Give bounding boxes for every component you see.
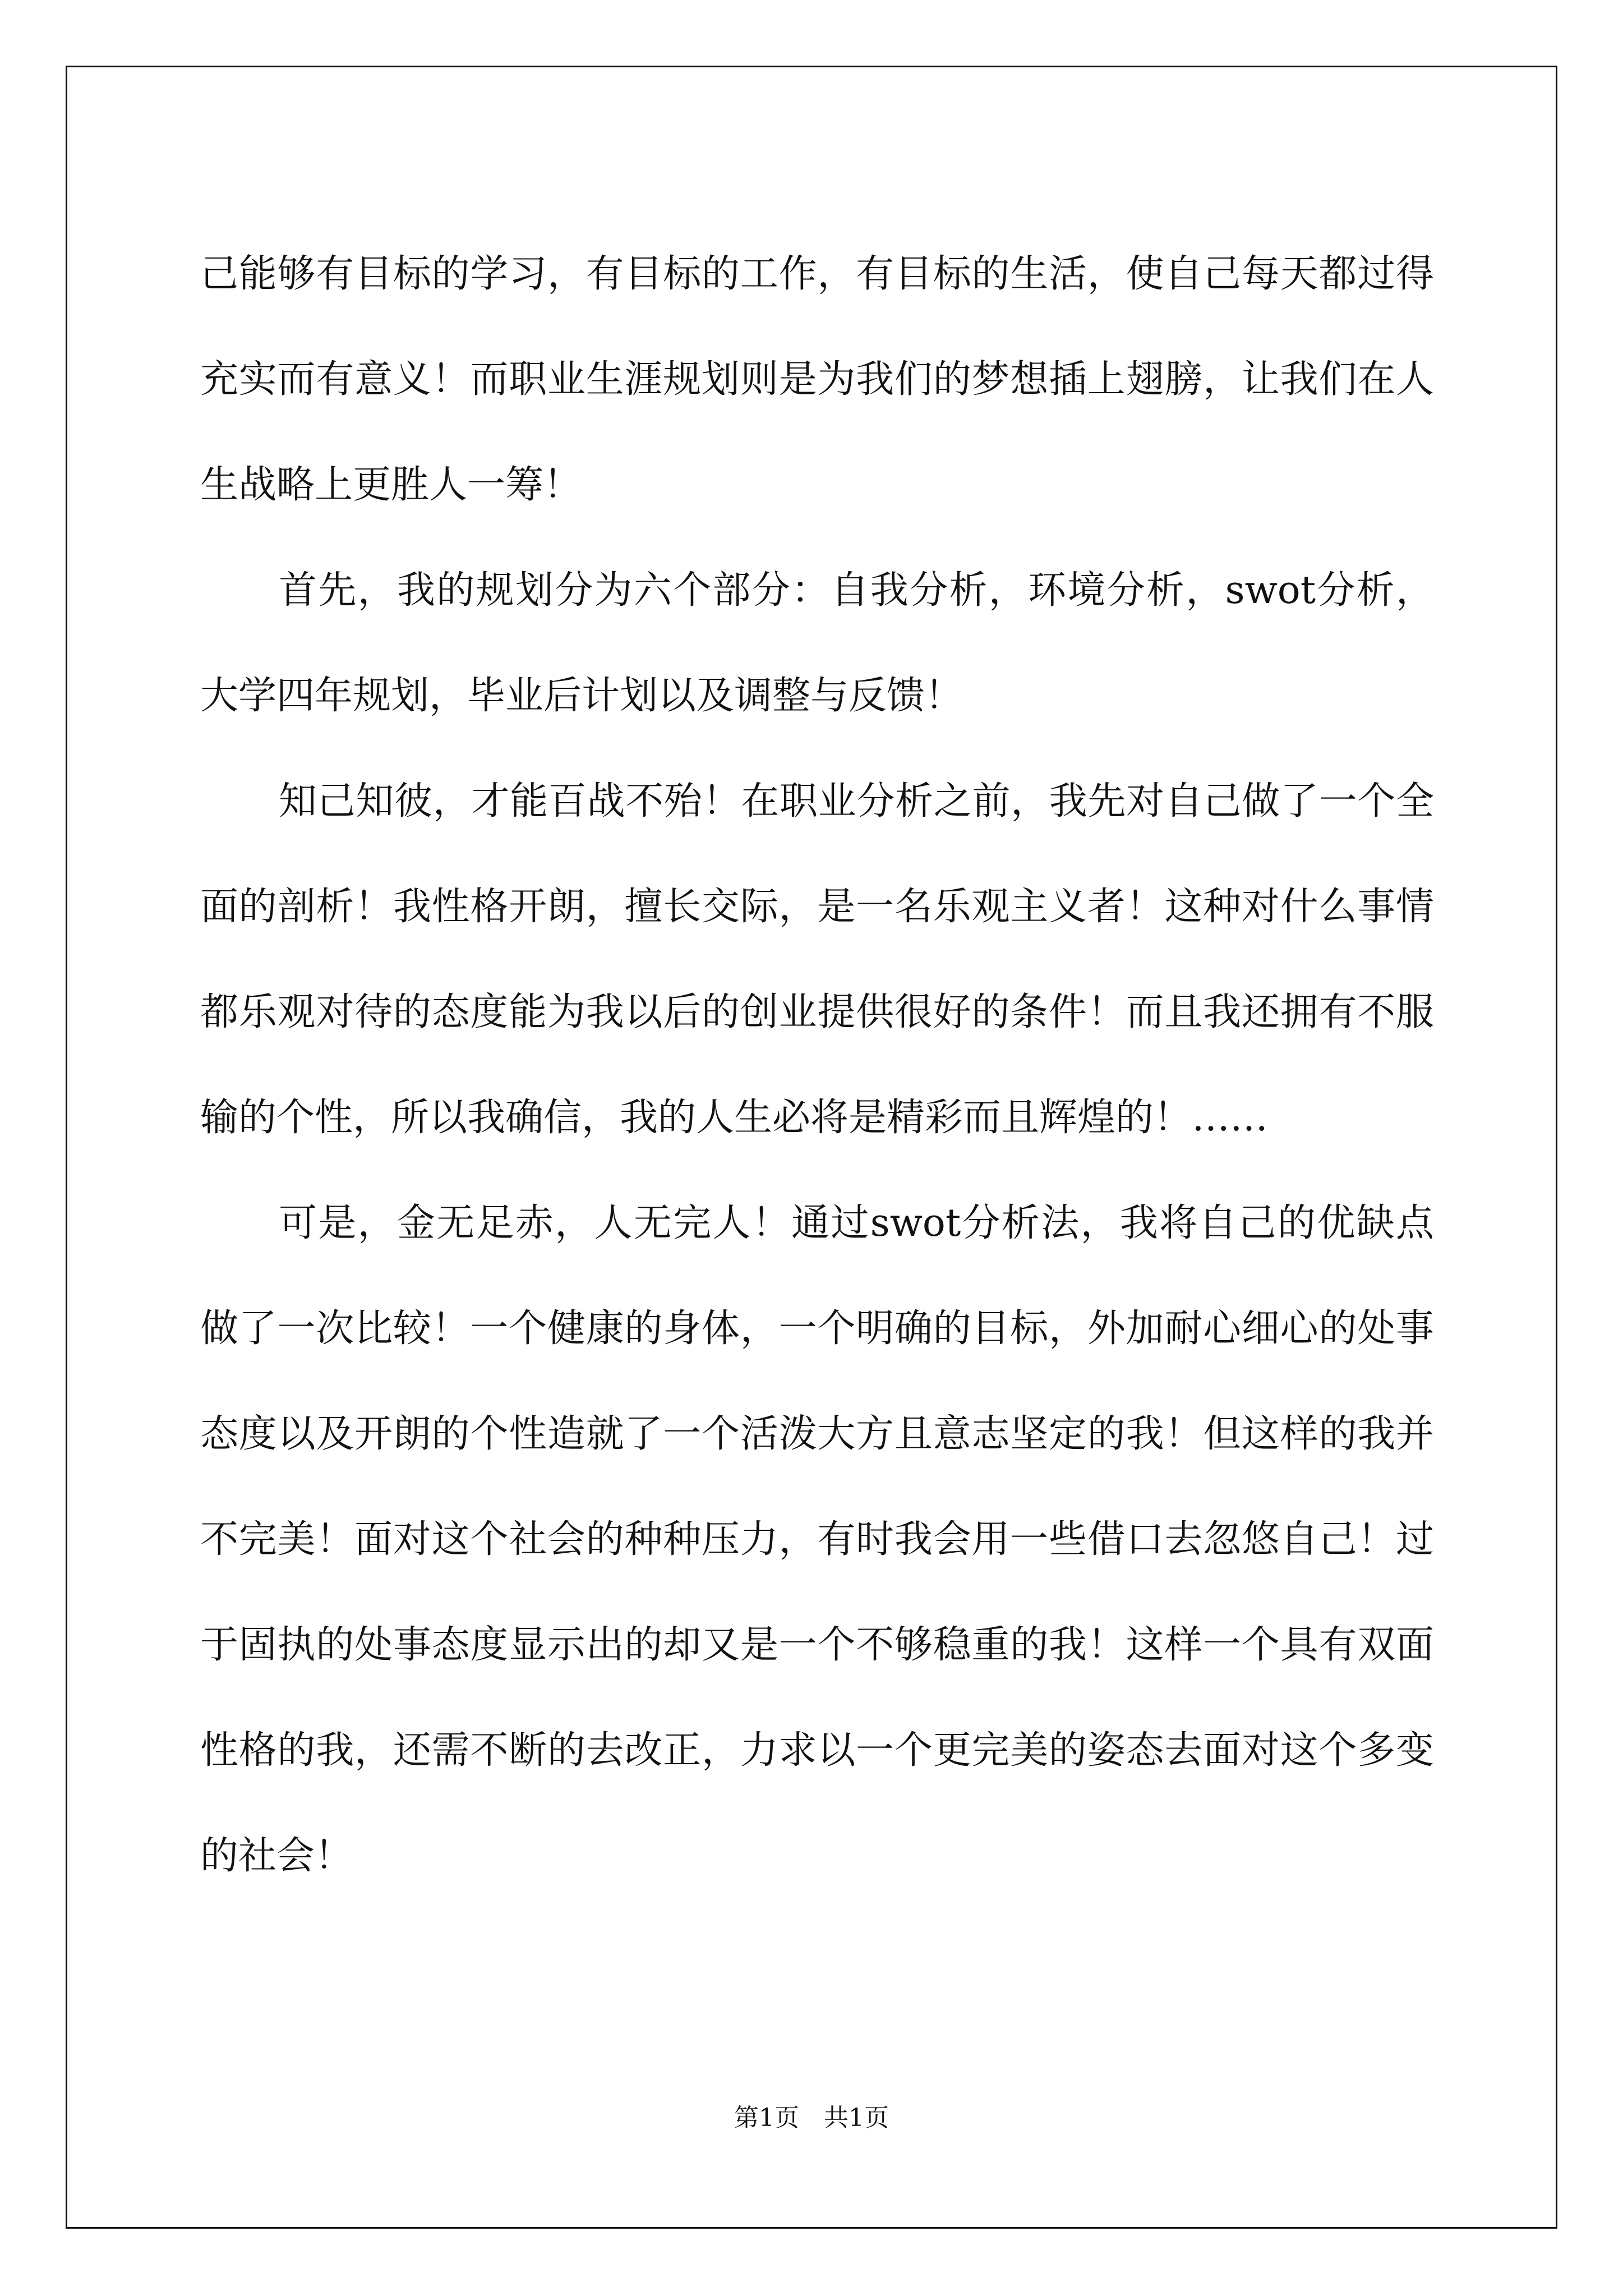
paragraph-1: 己能够有目标的学习，有目标的工作，有目标的生活，使自己每天都过得充实而有意义！而职业生涯规划则是为我们的梦想插上翅膀，让我们在人生战略上更胜人一筹！: [200, 252, 1434, 507]
paragraph-4: 可是，金无足赤，人无完人！通过swot分析法，我将自己的优缺点做了一次比较！一个健康的身体，一个明确的目标，外加耐心细心的处事态度以及开朗的个性造就了一个活泼大方且意志坚定的我！但这样的我并不完美！面对这个社会的种种压力，有时我会用一些借口去忽悠自己！过于固执的处事态度显示出的却又是一个不够稳重的我！这样一个具有双面性格的我，还需不断的去改正，力求以一个更完美的姿态去面对这个多变的社会！: [200, 1201, 1434, 1878]
page-number-footer: 第1页 共1页: [734, 2104, 889, 2132]
paragraph-2: 首先，我的规划分为六个部分：自我分析，环境分析，swot分析，大学四年规划，毕业后计划以及调整与反馈！: [200, 568, 1434, 718]
paragraph-3: 知己知彼，才能百战不殆！在职业分析之前，我先对自己做了一个全面的剖析！我性格开朗，擅长交际，是一名乐观主义者！这种对什么事情都乐观对待的态度能为我以后的创业提供很好的条件！而且我还拥有不服输的个性，所以我确信，我的人生必将是精彩而且辉煌的！……: [200, 779, 1434, 1140]
document-body: [200, 222, 1434, 1909]
